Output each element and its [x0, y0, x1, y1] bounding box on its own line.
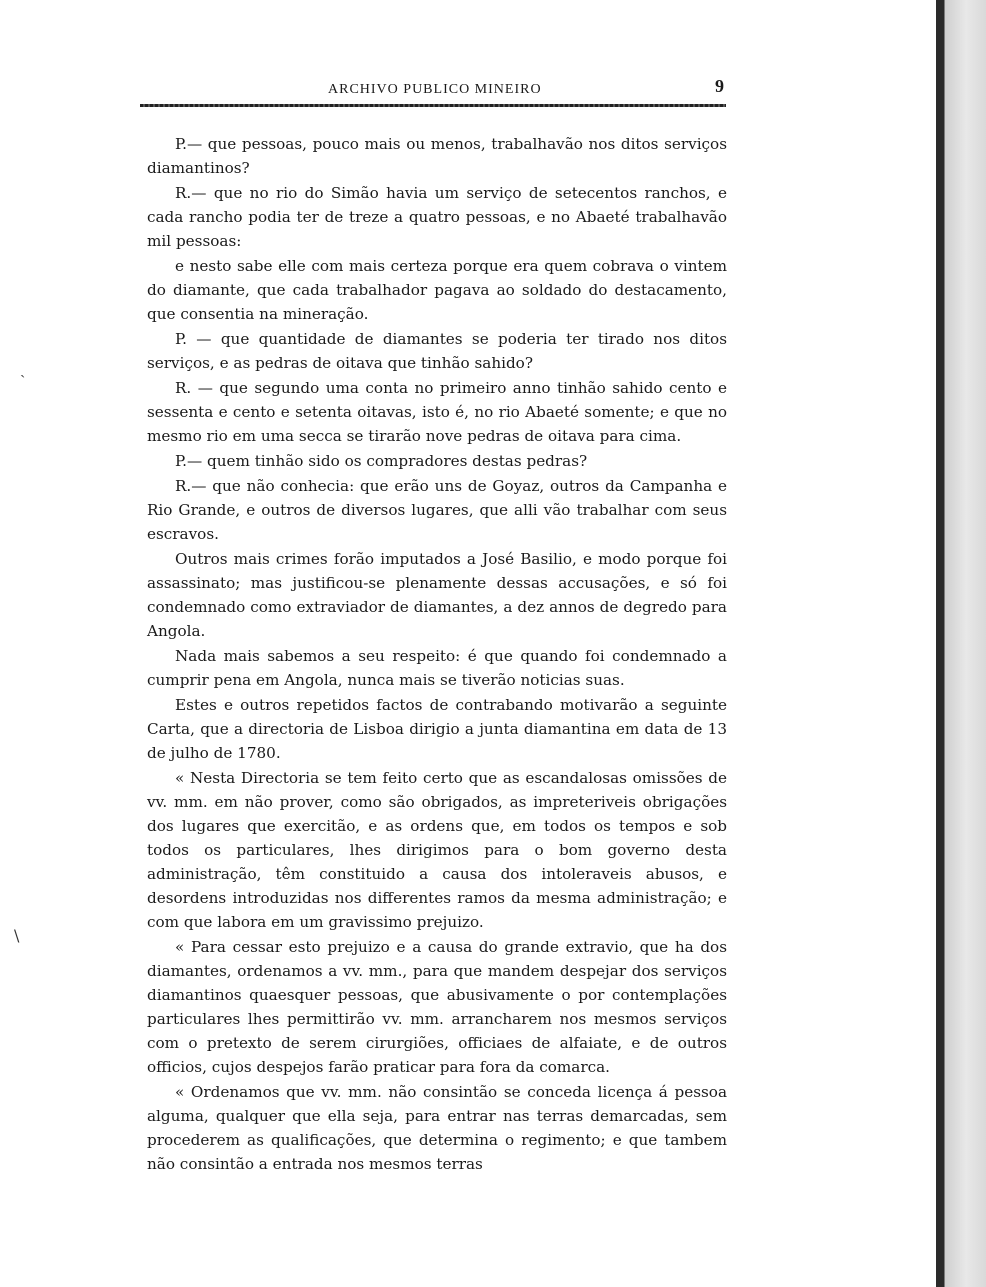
running-title: ARCHIVO PUBLICO MINEIRO [328, 82, 542, 97]
paragraph: Estes e outros repetidos factos de contrabando motivarão a seguinte Carta, que a directoria de Lisboa dirigio a junta diamantina em data de 13 de julho de 1780. [147, 696, 727, 762]
paragraph: P.— quem tinhão sido os compradores destas pedras? [175, 452, 588, 470]
paragraph: Outros mais crimes forão imputados a José Basilio, e modo porque foi assassinato; mas justificou-se plenamente dessas accusações, e só foi condemnado como extraviador de diamantes, a dez annos de degredo para Angola. [147, 550, 727, 640]
paragraph: e nesto sabe elle com mais certeza porque era quem cobrava o vintem do diamante, que cada trabalhador pagava ao soldado do destacamento, que consentia na mineração. [147, 257, 727, 323]
scan-speck: ˴ [20, 364, 26, 383]
paragraph: R. — que segundo uma conta no primeiro anno tinhão sahido cento e sessenta e cento e setenta oitavas, isto é, no rio Abaeté somente; e que no mesmo rio em uma secca se tirarão nove pedras de oitava para cima. [147, 379, 727, 445]
header-rule [140, 104, 726, 107]
page-number: 9 [715, 76, 724, 96]
paragraph: « Ordenamos que vv. mm. não consintão se conceda licença á pessoa alguma, qualquer que ella seja, para entrar nas terras demarcadas, sem procederem as qualificações, que determina o regimento; e que tambem não consintão a entrada nos mesmos terras [147, 1083, 727, 1173]
scan-speck: \ [14, 926, 20, 945]
body-text [147, 132, 727, 1176]
paragraph: « Para cessar esto prejuizo e a causa do grande extravio, que ha dos diamantes, ordenamos a vv. mm., para que mandem despejar dos serviços diamantinos quaesquer pessoas, que abusivamente o por contemplações particulares lhes permittirão vv. mm. arrancharem nos mesmos serviços com o pretexto de serem cirurgiões, officiaes de alfaiate, e de outros officios, cujos despejos farão praticar para fora da comarca. [147, 938, 727, 1076]
page-header [140, 76, 734, 106]
book-page [140, 0, 734, 1287]
paragraph: P. — que quantidade de diamantes se poderia ter tirado nos ditos serviços, e as pedras de oitava que tinhão sahido? [147, 330, 727, 372]
paragraph: Nada mais sabemos a seu respeito: é que quando foi condemnado a cumprir pena em Angola, nunca mais se tiverão noticias suas. [147, 647, 727, 689]
paragraph: « Nesta Directoria se tem feito certo que as escandalosas omissões de vv. mm. em não prover, como são obrigados, as impreteriveis obrigações dos lugares que exercitão, e as ordens que, em todos os tempos e sob todos os particulares, lhes dirigimos para o bom governo desta administração, têm constituido a causa dos intoleraveis abusos, e desordens introduzidas nos differentes ramos da mesma administração; e com que labora em um gravissimo prejuizo. [147, 769, 727, 931]
paragraph: R.— que não conhecia: que erão uns de Goyaz, outros da Campanha e Rio Grande, e outros de diversos lugares, que alli vão trabalhar com seus escravos. [147, 477, 727, 543]
paragraph: P.— que pessoas, pouco mais ou menos, trabalhavão nos ditos serviços diamantinos? [147, 135, 727, 177]
paragraph: R.— que no rio do Simão havia um serviço de setecentos ranchos, e cada rancho podia ter de treze a quatro pessoas, e no Abaeté trabalhavão mil pessoas: [147, 184, 727, 250]
scan-edge-shadow [936, 0, 986, 1287]
